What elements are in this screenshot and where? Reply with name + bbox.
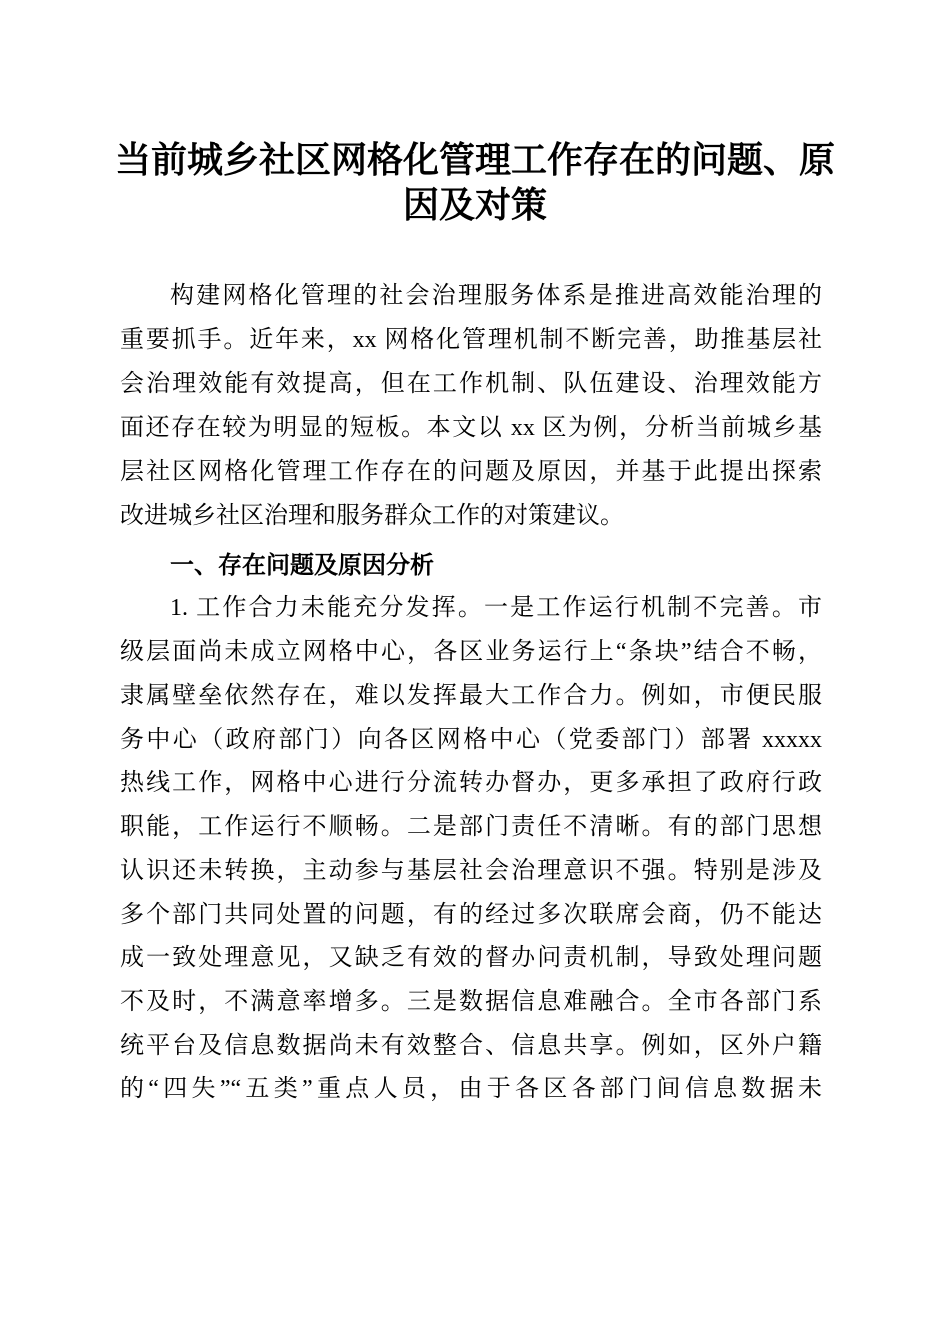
- text-line: 不及时，不满意率增多。三是数据信息难融合。全市各部门系: [120, 989, 822, 1015]
- text-line: 级层面尚未成立网格中心，各区业务运行上“条块”结合不畅，: [120, 639, 822, 665]
- text-line: 层社区网格化管理工作存在的问题及原因，并基于此提出探索: [120, 459, 822, 485]
- text-line: 面还存在较为明显的短板。本文以 xx 区为例，分析当前城乡基: [120, 415, 822, 441]
- text-line: 改进城乡社区治理和服务群众工作的对策建议。: [120, 503, 624, 529]
- text-line: 重要抓手。近年来，xx 网格化管理机制不断完善，助推基层社: [120, 327, 822, 353]
- text-line: 热线工作，网格中心进行分流转办督办，更多承担了政府行政: [120, 770, 822, 796]
- text-line: 会治理效能有效提高，但在工作机制、队伍建设、治理效能方: [120, 371, 822, 397]
- text-line: 职能，工作运行不顺畅。二是部门责任不清晰。有的部门思想: [120, 814, 822, 840]
- text-line: 隶属壁垒依然存在，难以发挥最大工作合力。例如，市便民服: [120, 683, 822, 709]
- text-line: 成一致处理意见，又缺乏有效的督办问责机制，导致处理问题: [120, 945, 822, 971]
- document-title-line-2: 因及对策: [402, 185, 547, 225]
- text-line: 务中心（政府部门）向各区网格中心（党委部门）部署 xxxxx: [120, 727, 822, 753]
- text-line: 多个部门共同处置的问题，有的经过多次联席会商，仍不能达: [120, 902, 822, 928]
- text-line: 统平台及信息数据尚未有效整合、信息共享。例如，区外户籍: [120, 1033, 822, 1059]
- text-line: 的“四失”“五类”重点人员，由于各区各部门间信息数据未: [120, 1076, 822, 1102]
- text-line: 认识还未转换，主动参与基层社会治理意识不强。特别是涉及: [120, 858, 822, 884]
- text-line: 构建网格化管理的社会治理服务体系是推进高效能治理的: [170, 283, 822, 309]
- text-line: 1. 工作合力未能充分发挥。一是工作运行机制不完善。市: [170, 595, 822, 621]
- document-title-line-1: 当前城乡社区网格化管理工作存在的问题、原: [114, 140, 835, 180]
- section-heading: 一、存在问题及原因分析: [170, 551, 434, 579]
